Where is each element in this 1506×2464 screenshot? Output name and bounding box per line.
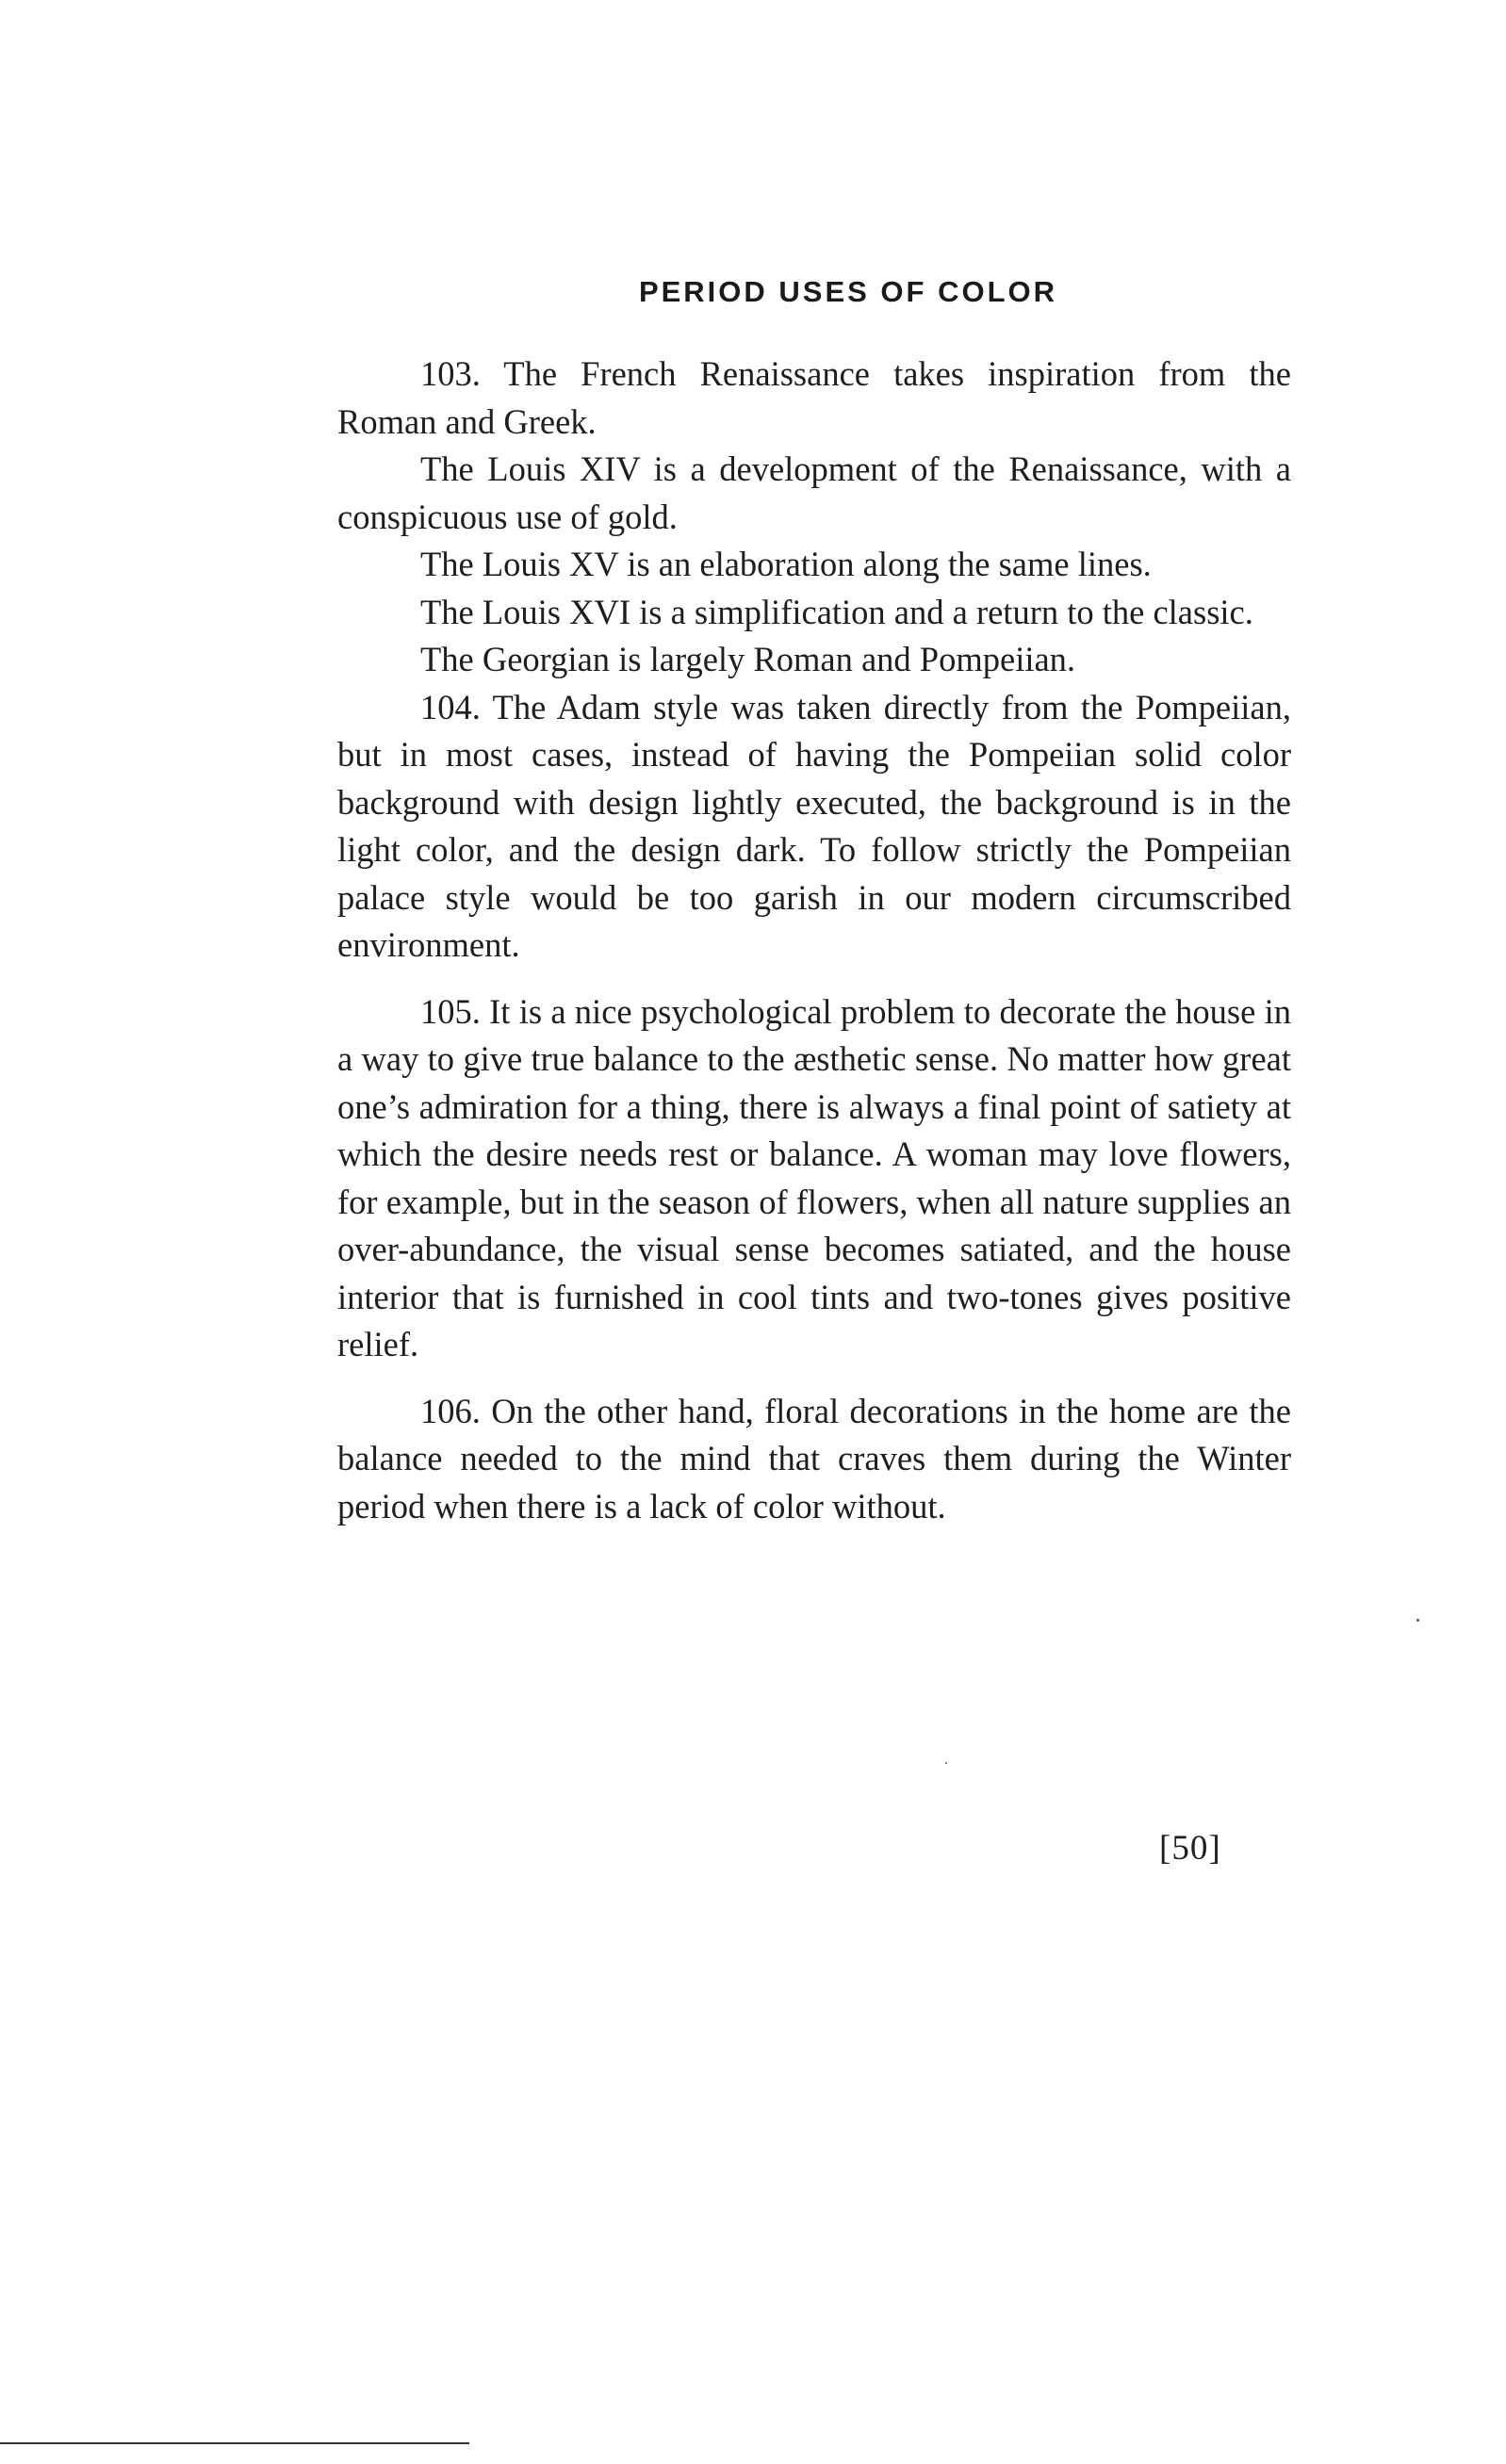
paragraph-louis-xvi: The Louis XVI is a simplification and a return to the classic. [420,592,1253,631]
paragraph-106: 106. On the other hand, floral decorations in the home are the balance needed to the mind that craves them during the Winter period when there is a lack of color without. [337,1391,1291,1526]
scan-speck [1416,1619,1419,1622]
paragraph-georgian: The Georgian is largely Roman and Pompeiian. [420,640,1076,678]
paragraph-103: 103. The French Renaissance takes inspiration from the Roman and Greek. [337,354,1291,441]
paragraph-105: 105. It is a nice psychological problem to decorate the house in a way to give true balance to the æsthetic sense. No matter how great one’s admiration for a thing, there is always a final point of satiety at which the desire needs rest or balance. A woman may love flowers, for example, but in the season of flowers, when all nature supplies an over-abundance, the visual sense becomes satiated, and the house interior that is furnished in cool tints and two-tones gives positive relief. [337,991,1291,1363]
page-heading: PERIOD USES OF COLOR [638,275,1058,308]
scan-speck [945,1762,947,1764]
body-text [337,351,1291,1530]
paragraph-louis-xiv: The Louis XIV is a development of the Renaissance, with a conspicuous use of gold. [337,449,1291,536]
bottom-edge-rule [0,2442,469,2444]
paragraph-louis-xv: The Louis XV is an elaboration along the same lines. [420,545,1152,583]
paragraph-104: 104. The Adam style was taken directly from the Pompeiian, but in most cases, instead of having the Pompeiian solid color background with design lightly executed, the background is in the light color, and the design dark. To follow strictly the Pompeiian palace style would be too garish in our modern circumscribed environment. [337,687,1291,964]
page-number: [50] [1159,1829,1221,1868]
